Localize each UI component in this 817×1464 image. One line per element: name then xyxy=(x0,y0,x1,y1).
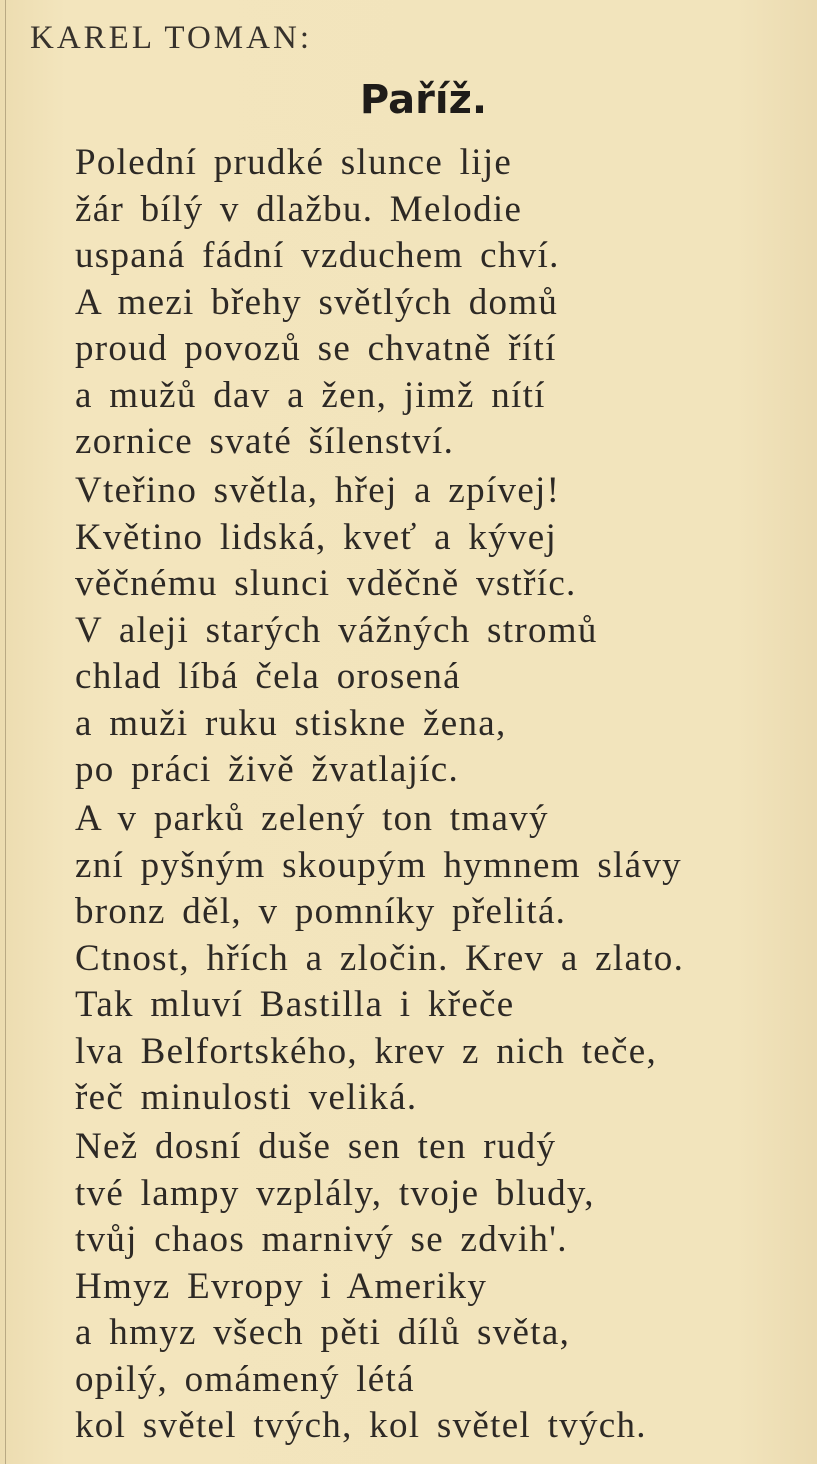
poem-line: uspaná fádní vzduchem chví. xyxy=(75,235,560,276)
poem-line: bronz děl, v pomníky přelitá. xyxy=(75,891,567,932)
poem-line: zornice svaté šílenství. xyxy=(75,421,455,462)
stanza-1 xyxy=(75,140,817,466)
poem-line: V aleji starých vážných stromů xyxy=(75,609,598,651)
poem-line: zní pyšným skoupým hymnem slávy xyxy=(75,844,682,886)
poem-line: žár bílý v dlažbu. Melodie xyxy=(75,188,523,230)
poem-line: proud povozů se chvatně řítí xyxy=(75,328,557,369)
poem-line: Vteřino světla, hřej a zpívej! xyxy=(75,470,561,511)
poem-line: věčnému slunci vděčně vstříc. xyxy=(75,563,577,604)
stanza-2 xyxy=(75,468,817,794)
poem-line: Polední prudké slunce lije xyxy=(75,142,513,183)
stanza-3 xyxy=(75,796,817,1122)
poem-line: Květino lidská, kveť a kývej xyxy=(75,516,558,558)
poem-line: řeč minulosti veliká. xyxy=(75,1077,418,1118)
author-heading: KAREL TOMAN: xyxy=(30,20,312,56)
poem-line: opilý, omámený létá xyxy=(75,1358,415,1400)
poem-line: Ctnost, hřích a zločin. Krev a zlato. xyxy=(75,937,685,979)
poem-line: chlad líbá čela orosená xyxy=(75,656,461,697)
poem-line: Hmyz Evropy i Ameriky xyxy=(75,1265,488,1307)
poem-line: Než dosní duše sen ten rudý xyxy=(75,1126,557,1167)
poem-line: A mezi břehy světlých domů xyxy=(75,281,559,323)
poem-line: a hmyz všech pěti dílů světa, xyxy=(75,1312,571,1353)
poem-line: kol světel tvých, kol světel tvých. xyxy=(75,1405,647,1446)
poem-line: lva Belfortského, krev z nich teče, xyxy=(75,1030,657,1072)
poem-line: po práci živě žvatlajíc. xyxy=(75,749,460,790)
poem-line: tvé lampy vzplály, tvoje bludy, xyxy=(75,1172,595,1214)
poem-line: tvůj chaos marnivý se zdvih'. xyxy=(75,1219,568,1260)
poem-line: A v parků zelený ton tmavý xyxy=(75,798,549,839)
page-edge-line xyxy=(5,0,6,1464)
poem-line: a mužů dav a žen, jimž nítí xyxy=(75,374,546,416)
poem-line: a muži ruku stiskne žena, xyxy=(75,702,507,744)
stanza-4 xyxy=(75,1124,817,1450)
poem-title: Paříž. xyxy=(359,77,488,123)
poem-line: Tak mluví Bastilla i křeče xyxy=(75,984,515,1025)
